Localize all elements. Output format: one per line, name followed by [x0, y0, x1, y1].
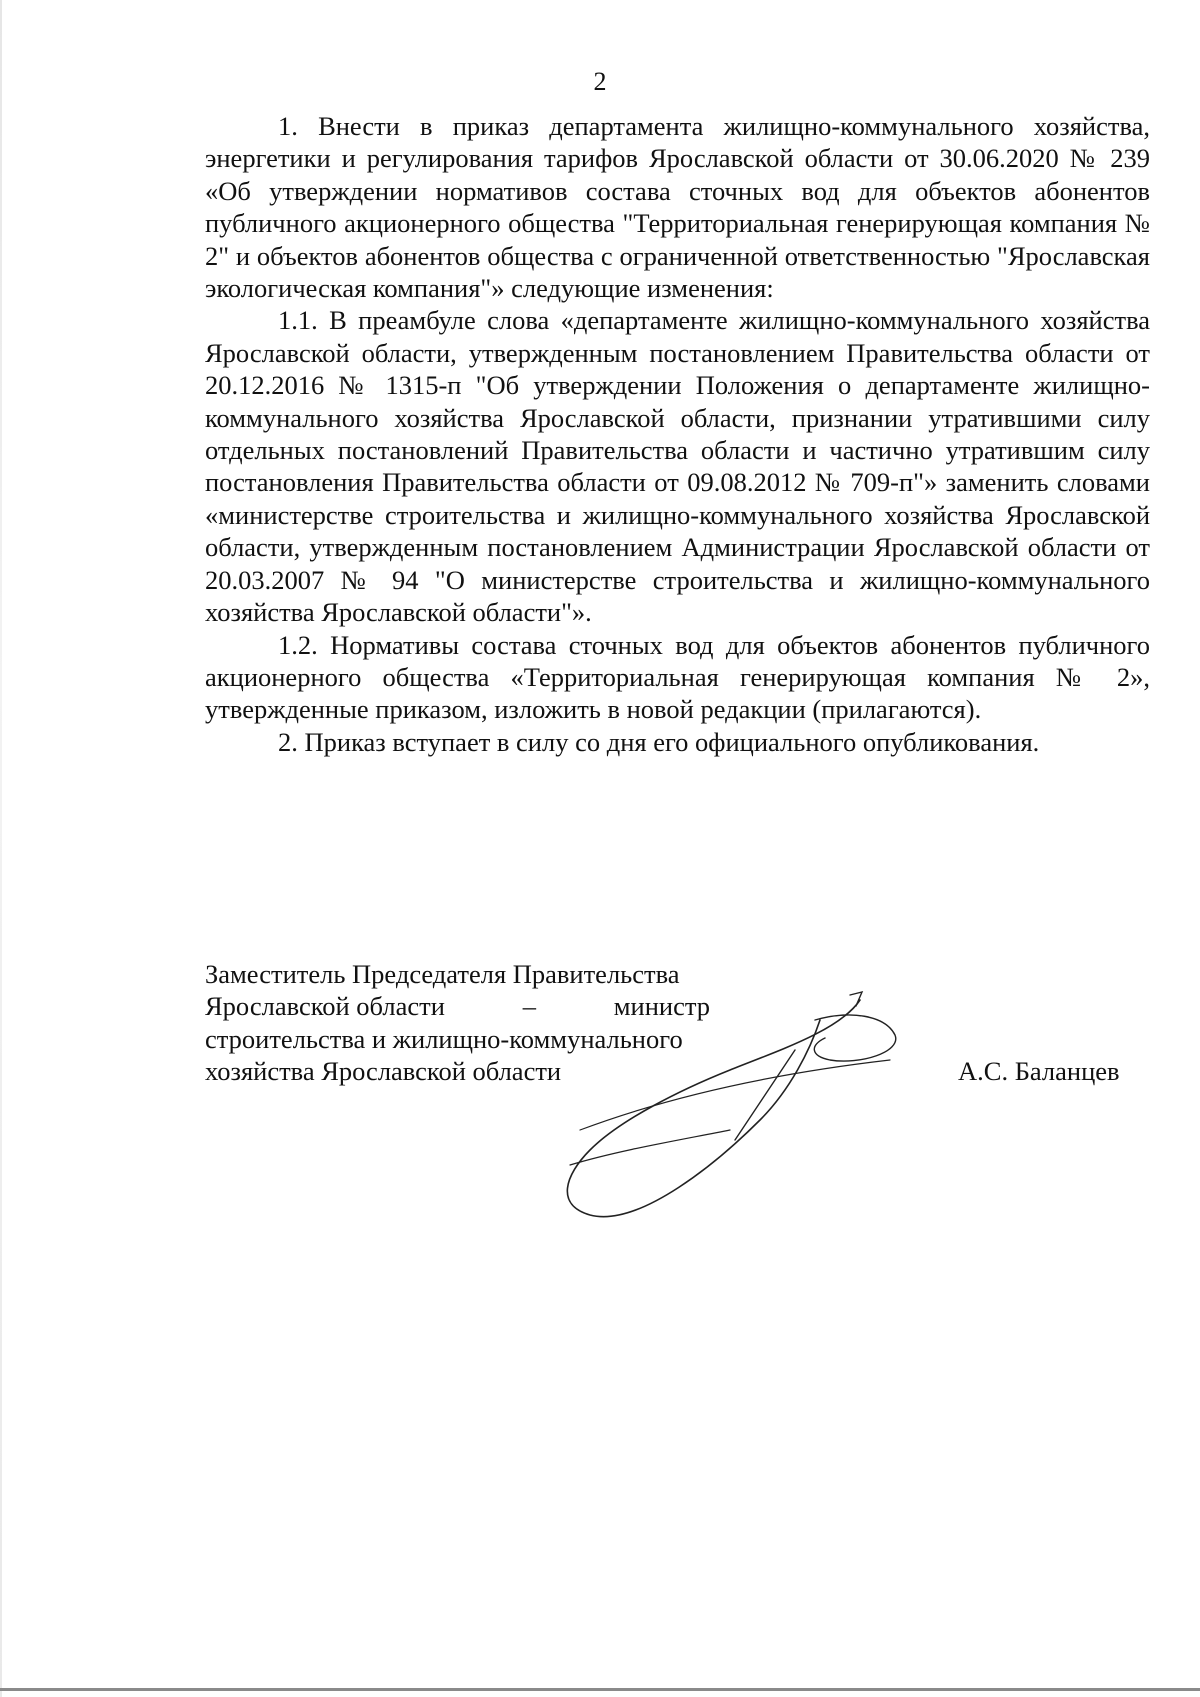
paragraph-1-2: 1.2. Нормативы состава сточных вод для объектов абонентов публичного акционерного общества «Территориальная генерирующая компания № 2», утвержденные приказом, изложить в новой редакции (прилагаются). [205, 629, 1150, 725]
paragraph-1-1: 1.1. В преамбуле слова «департаменте жилищно-коммунального хозяйства Ярославской области, утвержденным постановлением Правительства области от 20.12.2016 № 1315-п "Об утверждении Положения о департаменте жилищно-коммунального хозяйства Ярославской области, признании утратившими силу отдельных постановлений Правительства области и частично утратившим силу постановления Правительства области от 09.08.2012 № 709-п"» заменить словами «министерстве строительства и жилищно-коммунального хозяйства Ярославской области, утвержденным постановлением Администрации Ярославской области от 20.03.2007 № 94 "О министерстве строительства и жилищно-коммунального хозяйства Ярославской области"». [205, 305, 1150, 628]
signatory-title-line-3: строительства и жилищно-коммунального [205, 1023, 683, 1054]
scan-bottom-edge [0, 1688, 1200, 1691]
signatory-title-minister: министр [613, 991, 710, 1022]
signatory-title-region: Ярославской области [205, 991, 445, 1022]
signatory-title-line-4: хозяйства Ярославской области [205, 1056, 562, 1087]
signatory-name: А.С. Баланцев [958, 1056, 1120, 1086]
signatory-title-dash: – [522, 991, 536, 1022]
paragraph-1: 1. Внести в приказ департамента жилищно-коммунального хозяйства, энергетики и регулирования тарифов Ярославской области от 30.06.2020 № 239 «Об утверждении нормативов состава сточных вод для объектов абонентов публичного акционерного общества "Территориальная генерирующая компания № 2" и объектов абонентов общества с ограниченной ответственностью "Ярославская экологическая компания"» следующие изменения: [205, 111, 1150, 304]
document-body [205, 110, 1150, 758]
scan-left-edge [0, 0, 2, 1697]
signatory-title-line-1: Заместитель Председателя Правительства [205, 959, 680, 989]
page-number: 2 [593, 67, 607, 96]
handwritten-signature [560, 990, 920, 1230]
paragraph-2: 2. Приказ вступает в силу со дня его официального опубликования. [278, 726, 1040, 757]
